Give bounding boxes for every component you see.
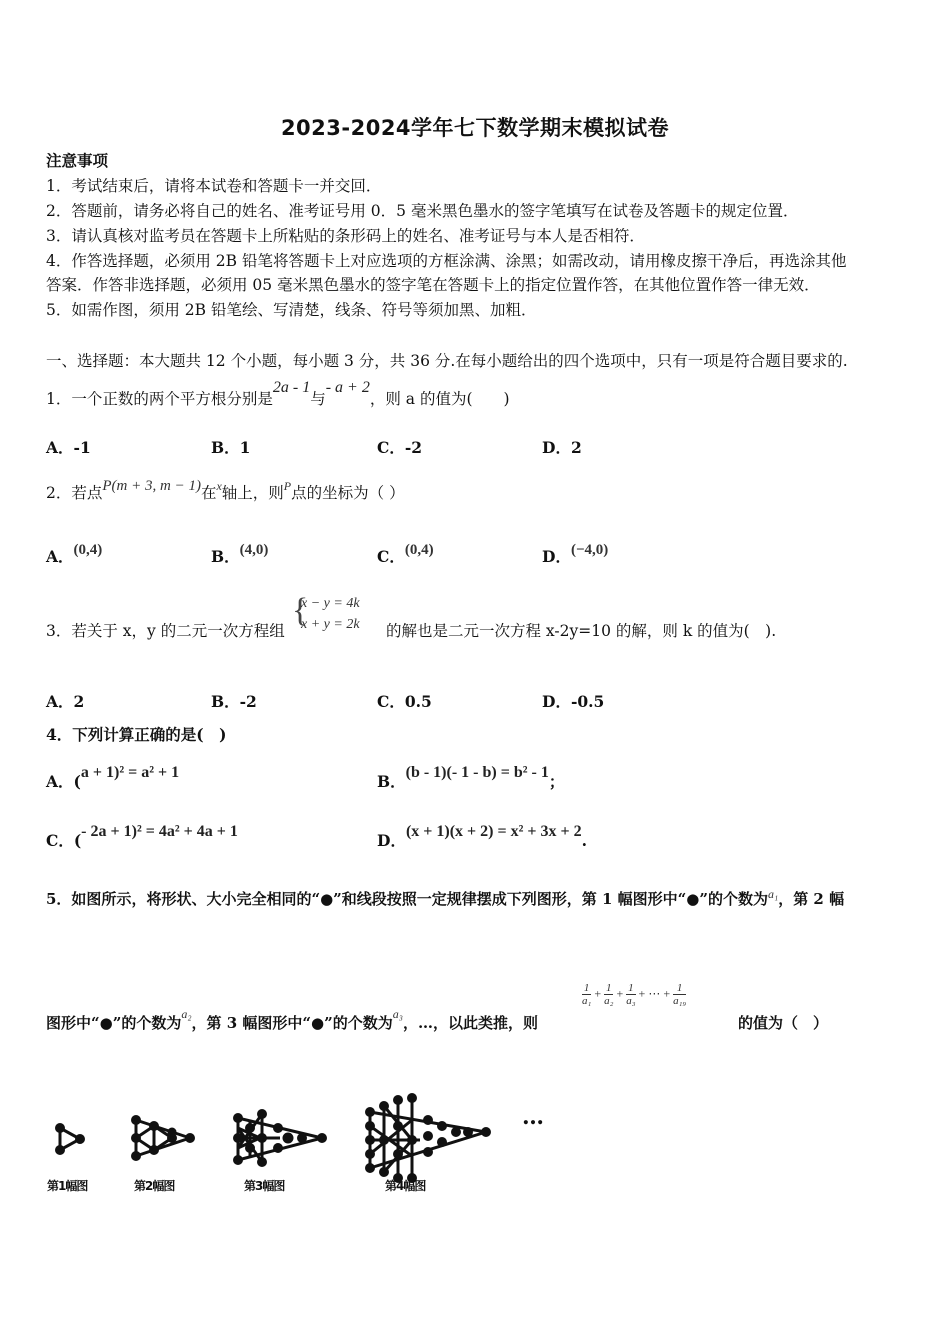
q2-option-c: C．(0,4) — [377, 542, 434, 566]
q4-option-a: A．(a + 1)² = a² + 1 — [46, 764, 180, 791]
page-title: 2023-2024学年七下数学期末模拟试卷 — [280, 116, 670, 140]
figure-label-4: 第4幅图 — [385, 1179, 426, 1193]
notice-item: 答案．作答非选择题，必须用 05 毫米黑色墨水的签字笔在答题卡上的指定位置作答，在其他位置作答一律无效． — [46, 276, 820, 294]
notice-heading: 注意事项 — [46, 151, 109, 170]
q1-option-a: A．-1 — [46, 438, 91, 457]
notice-item: 2．答题前，请务必将自己的姓名、准考证号用 0．5 毫米黑色墨水的签字笔填写在试卷及答题卡的规定位置． — [46, 202, 799, 220]
q1-option-b: B．1 — [211, 438, 251, 457]
pattern-1 — [57, 1125, 84, 1154]
q2-option-b: B．(4,0) — [211, 542, 269, 566]
question-5-tail: 的值为（ ） — [738, 1014, 829, 1032]
q2-option-d: D．(−4,0) — [542, 542, 609, 566]
system-brace: { — [292, 592, 309, 629]
q3-option-b: B．-2 — [211, 692, 257, 711]
q3-eq2: x + y = 2k — [301, 617, 360, 632]
pattern-2 — [133, 1117, 194, 1160]
question-3-prefix: 3．若关于 x，y 的二元一次方程组 — [46, 622, 285, 640]
pattern-4 — [367, 1095, 490, 1182]
q1-expr1: 2a - 1 — [272, 379, 311, 396]
pattern-3 — [235, 1111, 326, 1166]
question-2-stem: 2．若点P(m + 3, m − 1)在$^x$轴上，则$^P$点的坐标为（ ） — [46, 478, 405, 502]
q2-point: P(m + 3, m − 1) — [102, 478, 201, 494]
notice-item: 4．作答选择题，必须用 2B 铅笔将答题卡上对应选项的方框涂满、涂黑；如需改动，请用橡皮擦干净后，再选涂其他 — [46, 252, 847, 270]
notice-item: 5．如需作图，须用 2B 铅笔绘、写清楚，线条、符号等须加黑、加粗． — [46, 301, 537, 319]
q4-option-c: C．(- 2a + 1)² = 4a² + 4a + 1 — [46, 823, 238, 850]
notice-item: 1．考试结束后，请将本试卷和答题卡一并交回． — [46, 177, 382, 195]
figure-label-1: 第1幅图 — [47, 1179, 88, 1193]
ellipsis: … — [522, 1104, 544, 1130]
q3-eq1: x − y = 4k — [301, 596, 360, 611]
figure-label-2: 第2幅图 — [134, 1179, 175, 1193]
q1-expr2: - a + 2 — [325, 379, 370, 396]
question-5-line1: 5．如图所示，将形状、大小完全相同的“●”和线段按照一定规律摆成下列图形，第 1 幅图形中“●”的个数为$^{a_1}$，第 2 幅 — [46, 887, 845, 908]
q3-option-c: C．0.5 — [377, 692, 432, 711]
q3-option-a: A．2 — [46, 692, 85, 711]
figure-label-3: 第3幅图 — [244, 1179, 285, 1193]
harmonic-sum: $\frac{1}{\text{a₁}}$ + $\frac{1}{\text{a₂}}$ + $\frac{1}{\text{a₃}}$ + ⋯ + $\frac{1}{\text{a₁₉}}$ — [582, 982, 687, 1007]
q1-option-d: D．2 — [542, 438, 582, 457]
q3-option-d: D．-0.5 — [542, 692, 605, 711]
section-heading: 一、选择题：本大题共 12 个小题，每小题 3 分，共 36 分.在每小题给出的四个选项中，只有一项是符合题目要求的. — [46, 352, 848, 370]
question-3-suffix: 的解也是二元一次方程 x-2y=10 的解，则 k 的值为( ). — [386, 622, 777, 640]
q4-option-d: D．(x + 1)(x + 2) = x² + 3x + 2. — [377, 823, 588, 850]
q4-option-b: B．(b - 1)(- 1 - b) = b² - 1； — [377, 764, 565, 791]
question-1-stem: 1．一个正数的两个平方根分别是2a - 1与- a + 2，则 a 的值为( ) — [46, 379, 510, 408]
q1-option-c: C．-2 — [377, 438, 423, 457]
dot-pattern-figure — [40, 1090, 560, 1200]
notice-item: 3．请认真核对监考员在答题卡上所粘贴的条形码上的姓名、准考证号与本人是否相符． — [46, 227, 645, 245]
question-5-line2: 图形中“●”的个数为$^{a_2}$，第 3 幅图形中“●”的个数为$^{a_3}$，…，以此类推，则 — [46, 1007, 538, 1032]
question-4-stem: 4．下列计算正确的是( ) — [46, 725, 227, 744]
q2-option-a: A．(0,4) — [46, 542, 103, 566]
